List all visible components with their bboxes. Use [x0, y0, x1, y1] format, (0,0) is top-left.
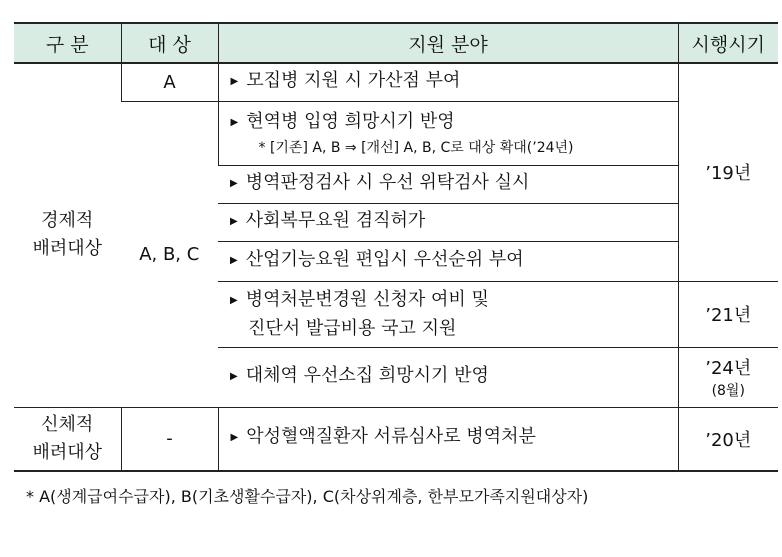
footnote: * A(생계급여수급자), B(기초생활수급자), C(차상위계층, 한부모가족지원대상자)	[26, 487, 589, 506]
triangle-bullet-icon: ▶	[230, 370, 238, 382]
triangle-bullet-icon: ▶	[230, 75, 239, 87]
triangle-bullet-icon: ▶	[230, 294, 238, 306]
table-row	[14, 63, 778, 101]
date-2021: ’21년	[678, 281, 778, 347]
table-row	[14, 101, 778, 165]
header-row	[14, 23, 778, 63]
header-field: 지원 분야	[218, 23, 678, 63]
field-row: ▶ 산업기능요원 편입시 우선순위 부여	[218, 241, 678, 281]
target-none: -	[121, 407, 218, 471]
date-2024: ’24년 (8월)	[678, 347, 778, 407]
target-a: A	[121, 63, 218, 101]
triangle-bullet-icon: ▶	[230, 254, 238, 266]
field-row: ▶ 병역처분변경원 신청자 여비 및 진단서 발급비용 국고 지원	[218, 281, 678, 347]
group-physical: 신체적 배려대상	[14, 407, 121, 471]
field-row: ▶ 대체역 우선소집 희망시기 반영	[218, 347, 678, 407]
field-note: * [기존] A, B ⇒ [개선] A, B, C로 대상 확대(’24년)	[258, 139, 574, 156]
date-2019: ’19년	[678, 63, 778, 281]
field-row: ▶ 모집병 지원 시 가산점 부여	[218, 63, 678, 101]
target-abc: A, B, C	[121, 101, 218, 407]
field-row: ▶ 사회복무요원 겸직허가	[218, 203, 678, 241]
field-row: ▶ 현역병 입영 희망시기 반영 * [기존] A, B ⇒ [개선] A, B, C로 대상 확대(’24년)	[218, 101, 678, 165]
header-category: 구 분	[14, 23, 121, 63]
table-row	[14, 407, 778, 471]
field-row: ▶ 악성혈액질환자 서류심사로 병역처분	[218, 407, 678, 471]
header-date: 시행시기	[678, 23, 778, 63]
triangle-bullet-icon: ▶	[230, 215, 238, 227]
header-target: 대 상	[121, 23, 218, 63]
triangle-bullet-icon: ▶	[230, 177, 238, 189]
triangle-bullet-icon: ▶	[230, 432, 239, 444]
date-2020: ’20년	[678, 407, 778, 471]
group-economic: 경제적 배려대상	[14, 63, 121, 407]
field-row: ▶ 병역판정검사 시 우선 위탁검사 실시	[218, 165, 678, 203]
support-table	[14, 22, 778, 472]
triangle-bullet-icon: ▶	[230, 116, 239, 128]
